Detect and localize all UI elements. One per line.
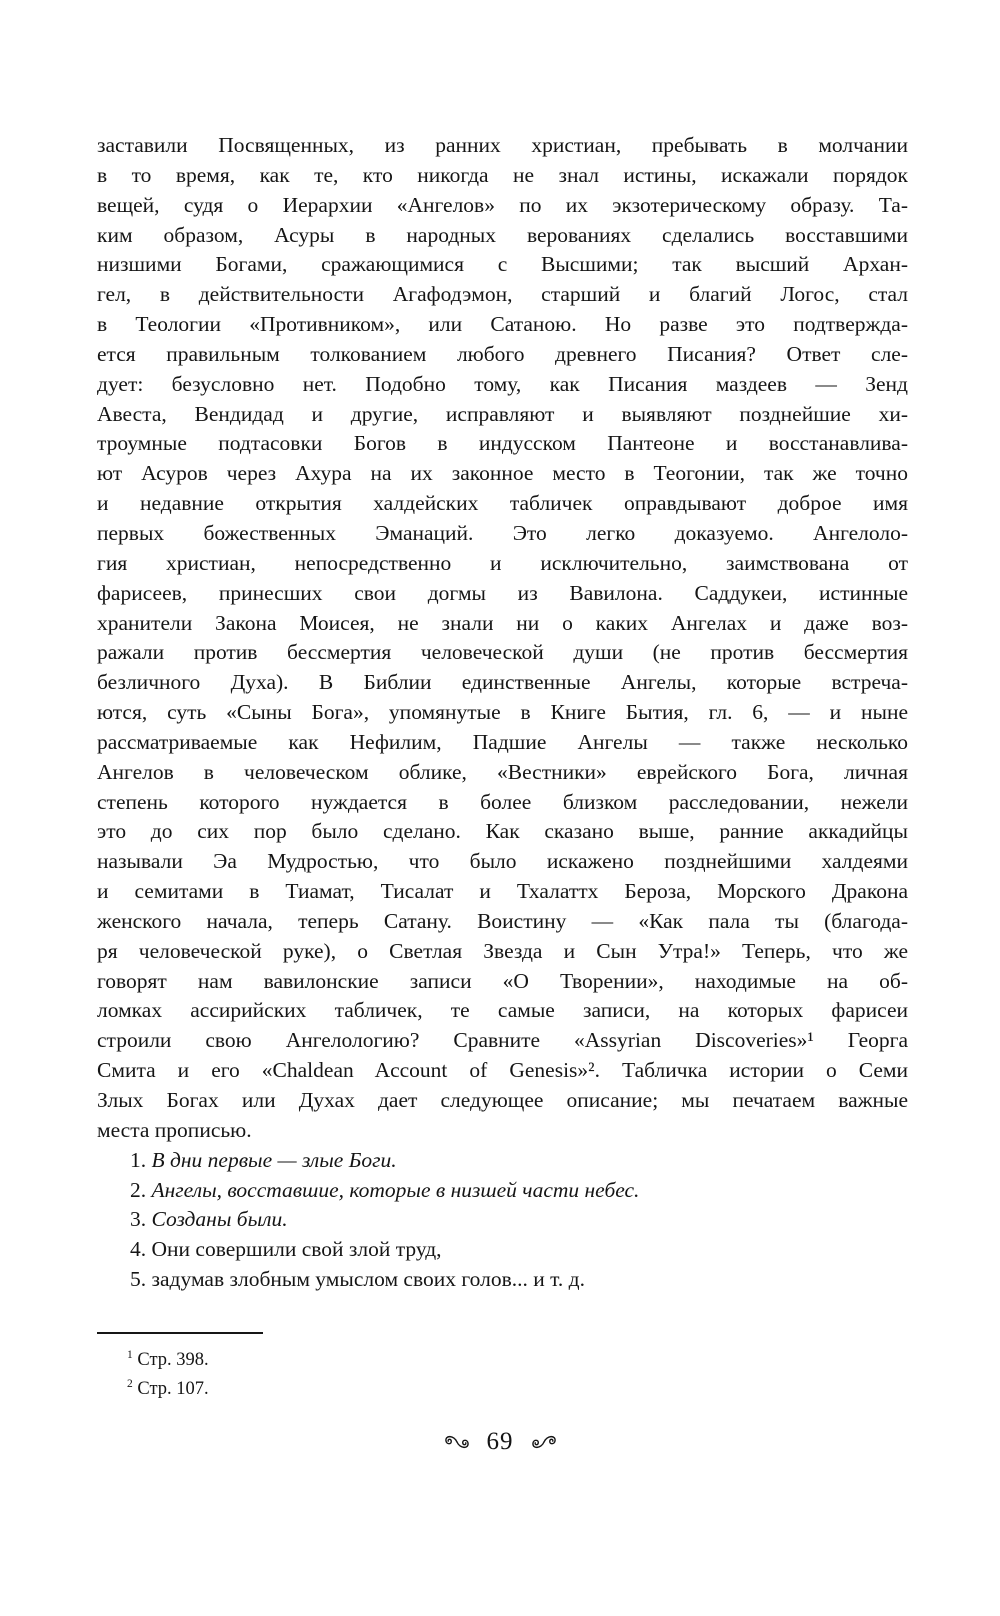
text-line: заставили Посвященных, из ранних христиан, пребывать в молчании bbox=[97, 133, 908, 157]
text-line: Смита и его «Chaldean Account of Genesis»². Табличка истории о Семи bbox=[97, 1058, 908, 1083]
list-item bbox=[97, 1205, 908, 1235]
text-line: женского начала, теперь Сатану. Воистину — «Как пала ты (благода- bbox=[97, 908, 908, 933]
text-line: троумные подтасовки Богов в индусском Пантеоне и восстанавлива- bbox=[97, 431, 908, 456]
text-line: строили свою Ангелологию? Сравните «Assyrian Discoveries»¹ Георга bbox=[97, 1028, 908, 1053]
text-line: и недавние открытия халдейских табличек оправдывают доброе имя bbox=[97, 491, 908, 516]
text-line: называли Эа Мудростью, что было искажено позднейшими халдеями bbox=[97, 849, 908, 874]
fleuron-right-icon bbox=[529, 1433, 559, 1451]
text-line: Авеста, Вендидад и другие, исправляют и выявляют позднейшие хи- bbox=[97, 401, 908, 426]
list-item-text: Они совершили свой злой труд, bbox=[151, 1237, 442, 1262]
text-line: ким образом, Асуры в народных верованиях сделались восставшими bbox=[97, 222, 908, 247]
list-item bbox=[97, 1265, 908, 1295]
text-line: ют Асуров через Ахура на их законное место в Теогонии, так же точно bbox=[97, 461, 908, 486]
text-line: говорят нам вавилонские записи «О Творении», находимые на об- bbox=[97, 968, 908, 993]
list-item-text: Созданы были. bbox=[151, 1207, 288, 1232]
text-line: безличного Духа). В Библии единственные Ангелы, которые встреча- bbox=[97, 670, 908, 695]
list-item bbox=[97, 1146, 908, 1176]
text-line: степень которого нуждается в более близком расследовании, нежели bbox=[97, 789, 908, 814]
footnote bbox=[97, 1375, 797, 1404]
footnote-divider bbox=[97, 1332, 263, 1334]
list-item-number: 1. bbox=[130, 1147, 147, 1172]
list-item-number: 3. bbox=[130, 1207, 147, 1232]
text-line: рассматриваемые как Нефилим, Падшие Ангелы — также несколько bbox=[97, 729, 908, 754]
text-line: и семитами в Тиамат, Тисалат и Тхалаттх Бероза, Морского Дракона bbox=[97, 879, 908, 904]
text-line: ломках ассирийских табличек, те самые записи, на которых фарисеи bbox=[97, 998, 908, 1023]
footnote-text: Стр. 107. bbox=[137, 1379, 209, 1399]
text-line: низшими Богами, сражающимися с Высшими; так высший Архан- bbox=[97, 252, 908, 277]
list-item-text: В дни первые — злые Боги. bbox=[151, 1147, 397, 1172]
text-line: ражали против бессмертия человеческой души (не против бессмертия bbox=[97, 640, 908, 665]
list-item bbox=[97, 1235, 908, 1265]
text-line: это до сих пор было сделано. Как сказано выше, ранние аккадийцы bbox=[97, 819, 908, 844]
text-line: гел, в действительности Агафодэмон, старший и благий Логос, стал bbox=[97, 282, 908, 307]
footnote-marker: 2 bbox=[127, 1377, 133, 1390]
text-line: ется правильным толкованием любого древнего Писания? Ответ сле- bbox=[97, 341, 908, 366]
list-item-number: 2. bbox=[130, 1177, 147, 1202]
text-line: гия христиан, непосредственно и исключительно, заимствована от bbox=[97, 550, 908, 575]
page-number: 69 bbox=[486, 1428, 514, 1455]
text-line: хранители Закона Моисея, не знали ни о каких Ангелах и даже воз- bbox=[97, 610, 908, 635]
text-line: ются, суть «Сыны Бога», упомянутые в Книге Бытия, гл. 6, — и ныне bbox=[97, 700, 908, 725]
text-line: в Теологии «Противником», или Сатаною. Но разве это подтвержда- bbox=[97, 312, 908, 337]
list-item-text: задумав злобным умыслом своих голов... и т. д. bbox=[151, 1267, 585, 1292]
footnotes-section bbox=[97, 1332, 797, 1404]
footnote bbox=[97, 1346, 797, 1375]
text-line: Злых Богах или Духах дает следующее описание; мы печатаем важные bbox=[97, 1088, 908, 1112]
text-line: первых божественных Эманаций. Это легко доказуемо. Ангелоло- bbox=[97, 520, 908, 545]
text-line: дует: безусловно нет. Подобно тому, как Писания маздеев — Зенд bbox=[97, 371, 908, 396]
text-line: в то время, как те, кто никогда не знал истины, искажали порядок bbox=[97, 162, 908, 187]
list-item-number: 5. bbox=[130, 1267, 147, 1292]
text-line: ря человеческой руке), о Светлая Звезда и Сын Утра!» Теперь, что же bbox=[97, 938, 908, 963]
page-footer bbox=[0, 1428, 1000, 1456]
body-text bbox=[97, 131, 908, 1295]
list-item bbox=[97, 1176, 908, 1206]
text-line: места прописью. bbox=[97, 1117, 252, 1142]
footnote-text: Стр. 398. bbox=[137, 1350, 209, 1370]
text-line: вещей, судя о Иерархии «Ангелов» по их экзотерическому образу. Та- bbox=[97, 192, 908, 217]
footnote-marker: 1 bbox=[127, 1348, 133, 1361]
text-line: Ангелов в человеческом облике, «Вестники» еврейского Бога, личная bbox=[97, 759, 908, 784]
fleuron-left-icon bbox=[442, 1433, 472, 1451]
list-item-text: Ангелы, восставшие, которые в низшей части небес. bbox=[151, 1177, 640, 1202]
list-item-number: 4. bbox=[130, 1237, 147, 1262]
text-line: фарисеев, принесших свои догмы из Вавилона. Саддукеи, истинные bbox=[97, 580, 908, 605]
